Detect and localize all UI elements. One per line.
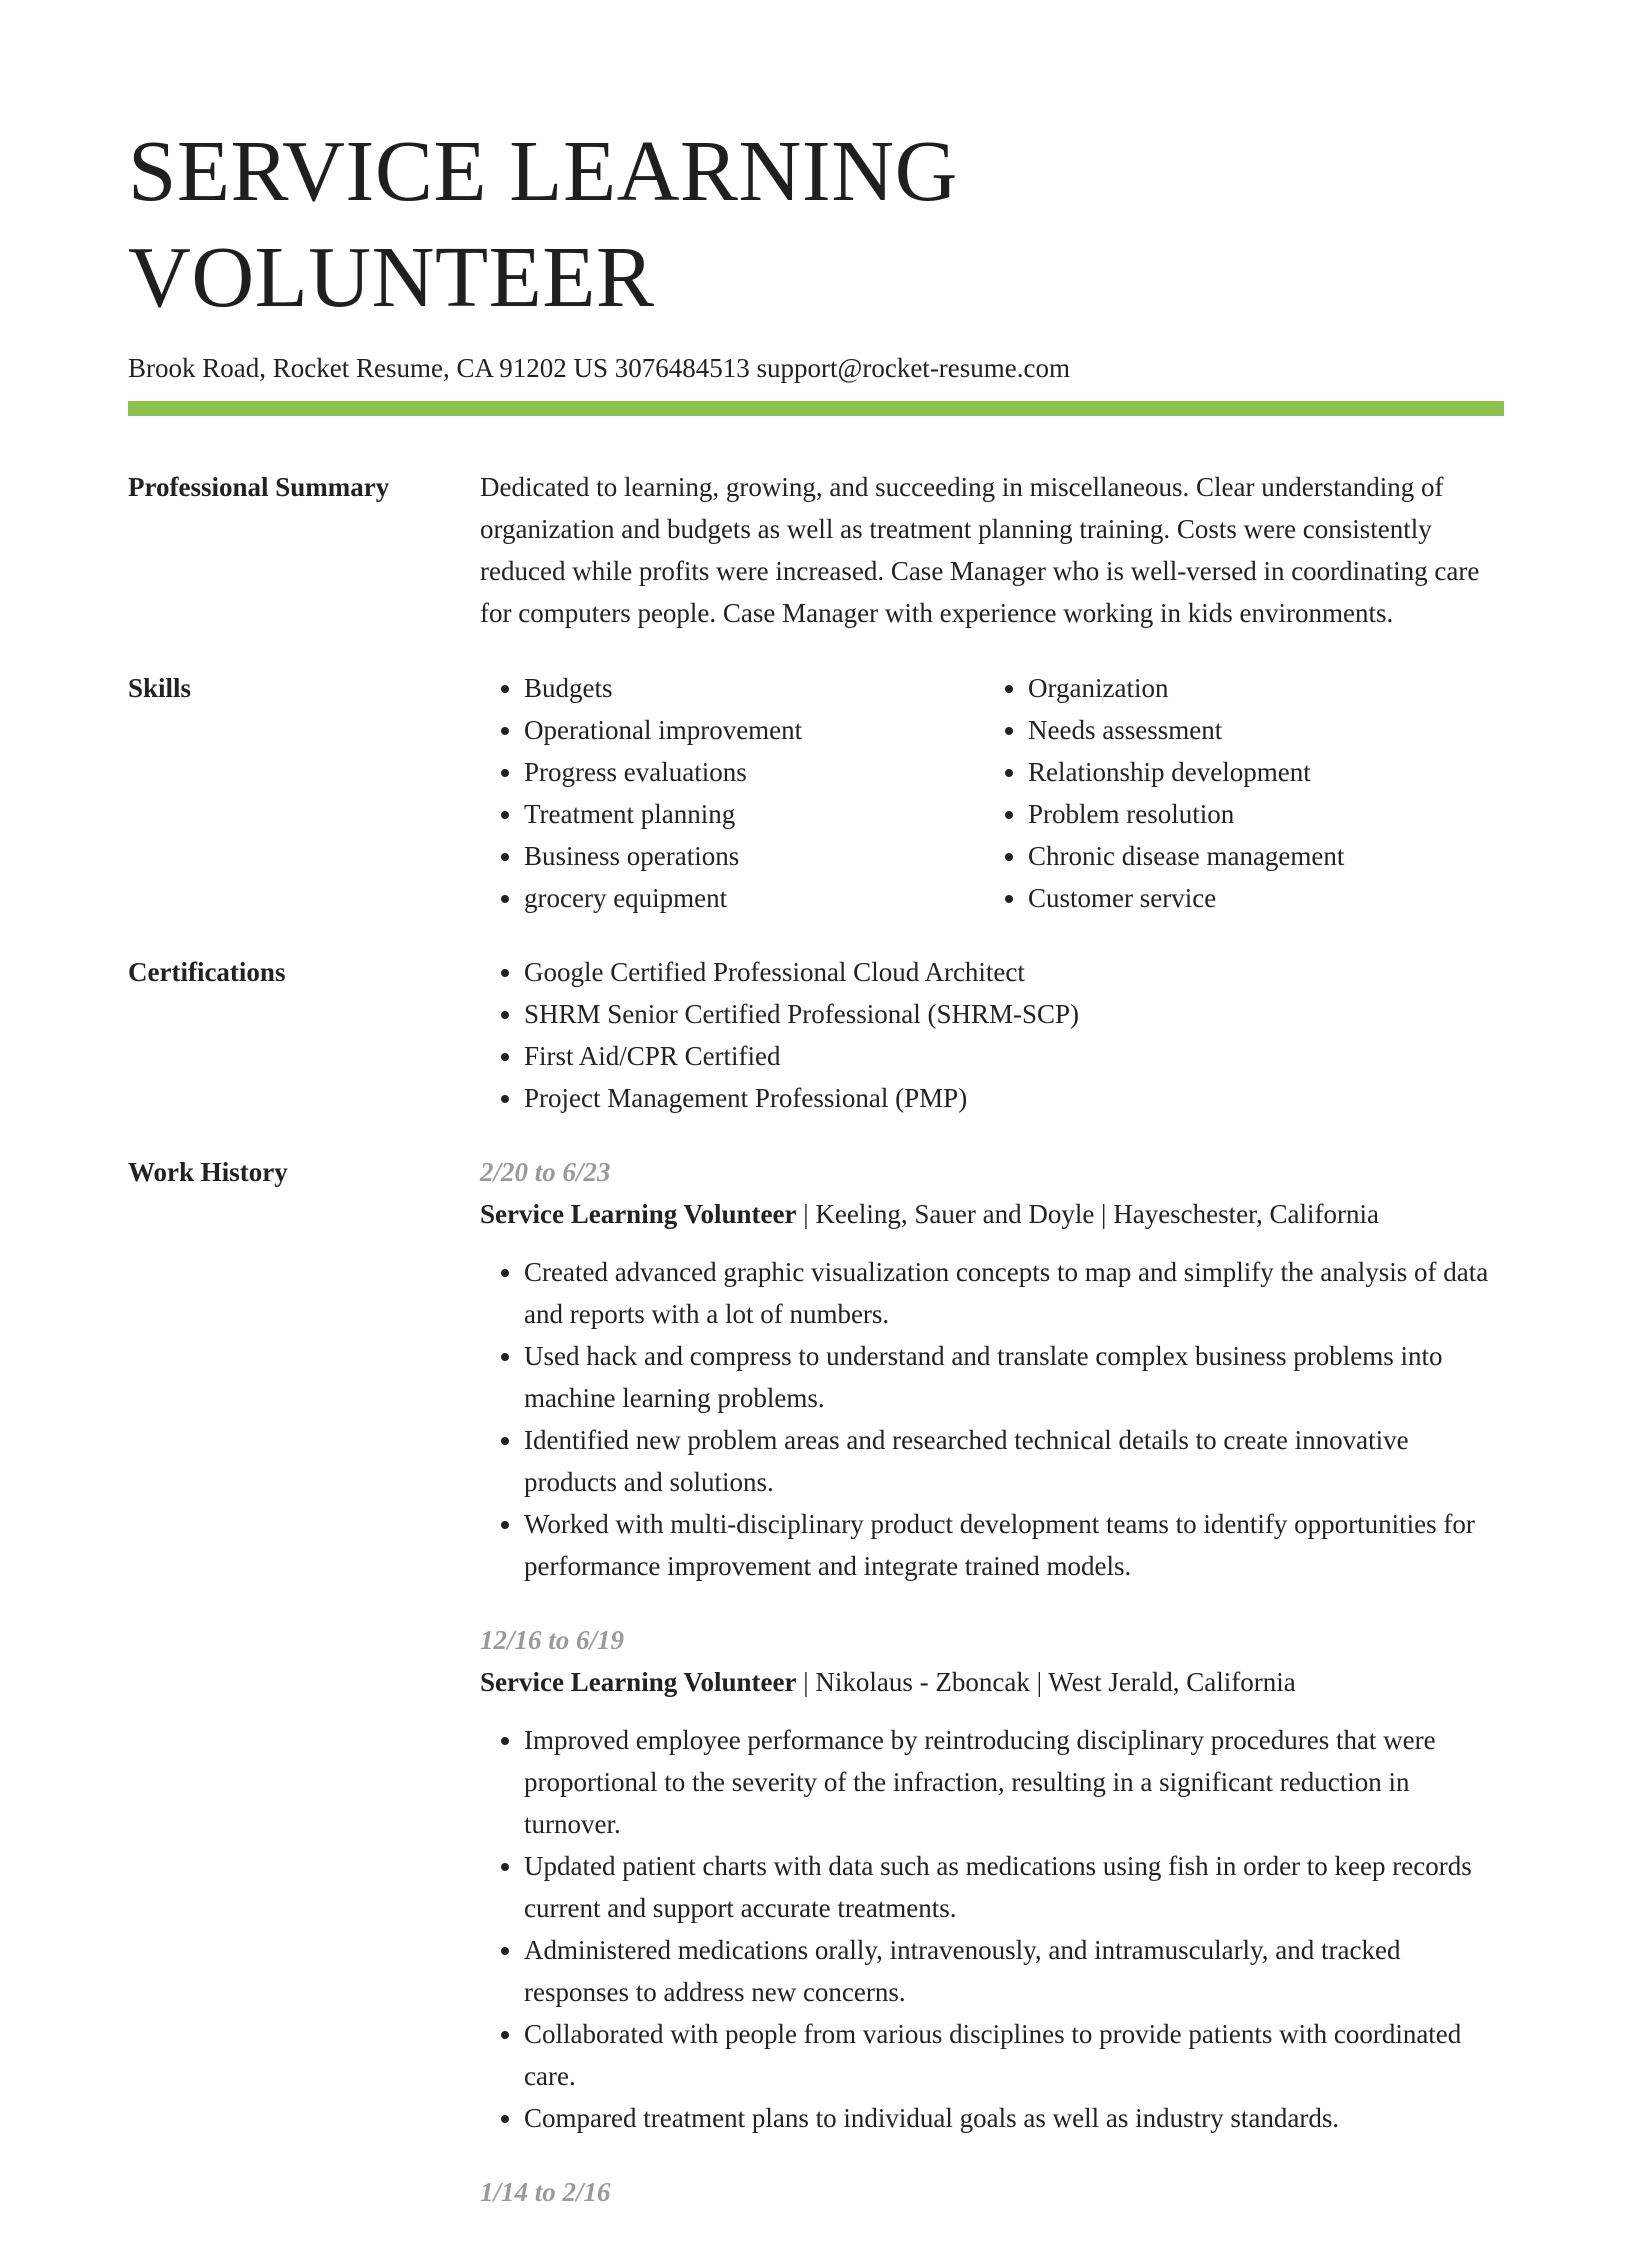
certification-item: • Google Certified Professional Cloud Architect: [524, 951, 1504, 993]
contact-line: Brook Road, Rocket Resume, CA 91202 US 3076484513 support@rocket-resume.com: [128, 353, 1071, 383]
certifications-body: [480, 951, 1504, 1119]
skill-item: • Customer service: [1028, 877, 1488, 919]
job-entry: [480, 1151, 1504, 1587]
job-heading: [480, 1193, 1504, 1235]
job-duties-list: [480, 1251, 1504, 1587]
certifications-section: [128, 951, 1504, 1119]
section-title-summary: Professional Summary: [128, 472, 390, 502]
work-history-body: [480, 1151, 1504, 2245]
skill-item: • grocery equipment: [524, 877, 984, 919]
skills-section: [128, 667, 1504, 919]
certifications-list: [480, 951, 1504, 1119]
section-title-certifications: Certifications: [128, 957, 286, 987]
summary-text: Dedicated to learning, growing, and succeeding in miscellaneous. Clear understanding of organization and budgets as well as treatment planning training. Costs were consistently reduced while profits were increased. Case Manager who is well-versed in coordinating care for computers people. Case Manager with experience working in kids environments.: [480, 472, 1480, 628]
job-employer-location: | Keeling, Sauer and Doyle | Hayeschester, California: [796, 1199, 1380, 1229]
skills-body: [480, 667, 1504, 919]
skill-item: • Problem resolution: [1028, 793, 1488, 835]
work-history-section: [128, 1151, 1504, 2245]
section-title-skills: Skills: [128, 673, 192, 703]
job-dates: 12/16 to 6/19: [480, 1625, 625, 1655]
skill-item: • Business operations: [524, 835, 984, 877]
skills-grid: [480, 667, 1504, 919]
resume-page: [128, 0, 1504, 2245]
job-duty: • Identified new problem areas and researched technical details to create innovative products and solutions.: [524, 1419, 1504, 1503]
job-dates: 1/14 to 2/16: [480, 2177, 611, 2207]
certification-item: • SHRM Senior Certified Professional (SHRM-SCP): [524, 993, 1504, 1035]
job-dates: 2/20 to 6/23: [480, 1157, 611, 1187]
job-title: Service Learning Volunteer: [480, 1667, 797, 1697]
job-duty: • Administered medications orally, intravenously, and intramuscularly, and tracked responses to address new concerns.: [524, 1929, 1504, 2013]
skill-item: • Progress evaluations: [524, 751, 984, 793]
job-duty: • Updated patient charts with data such as medications using fish in order to keep records current and support accurate treatments.: [524, 1845, 1504, 1929]
skill-item: • Treatment planning: [524, 793, 984, 835]
skill-item: • Needs assessment: [1028, 709, 1488, 751]
job-duty: • Compared treatment plans to individual goals as well as industry standards.: [524, 2097, 1504, 2139]
skill-item: • Operational improvement: [524, 709, 984, 751]
job-duty: • Collaborated with people from various disciplines to provide patients with coordinated care.: [524, 2013, 1504, 2097]
section-title-work-history: Work History: [128, 1157, 288, 1187]
skills-column-1: [480, 667, 984, 919]
skill-item: • Budgets: [524, 667, 984, 709]
summary-section: [128, 466, 1504, 634]
job-duty: • Used hack and compress to understand and translate complex business problems into machine learning problems.: [524, 1335, 1504, 1419]
accent-divider: [128, 401, 1504, 416]
skill-item: • Relationship development: [1028, 751, 1488, 793]
skills-column-2: [984, 667, 1488, 919]
job-heading: [480, 1661, 1504, 1703]
skill-item: • Chronic disease management: [1028, 835, 1488, 877]
job-entry: [480, 1619, 1504, 2139]
job-employer-location: | Nikolaus - Zboncak | West Jerald, California: [796, 1667, 1296, 1697]
skill-item: • Organization: [1028, 667, 1488, 709]
job-entry: [480, 2171, 1504, 2213]
summary-body: [480, 466, 1504, 634]
job-title: Service Learning Volunteer: [480, 1199, 797, 1229]
certification-item: • First Aid/CPR Certified: [524, 1035, 1504, 1077]
resume-name: SERVICE LEARNING VOLUNTEER: [128, 122, 958, 325]
certification-item: • Project Management Professional (PMP): [524, 1077, 1504, 1119]
job-duty: • Improved employee performance by reintroducing disciplinary procedures that were proportional to the severity of the infraction, resulting in a significant reduction in turnover.: [524, 1719, 1504, 1845]
job-duty: • Worked with multi-disciplinary product development teams to identify opportunities for performance improvement and integrate trained models.: [524, 1503, 1504, 1587]
job-duties-list: [480, 1719, 1504, 2139]
job-duty: • Created advanced graphic visualization concepts to map and simplify the analysis of data and reports with a lot of numbers.: [524, 1251, 1504, 1335]
